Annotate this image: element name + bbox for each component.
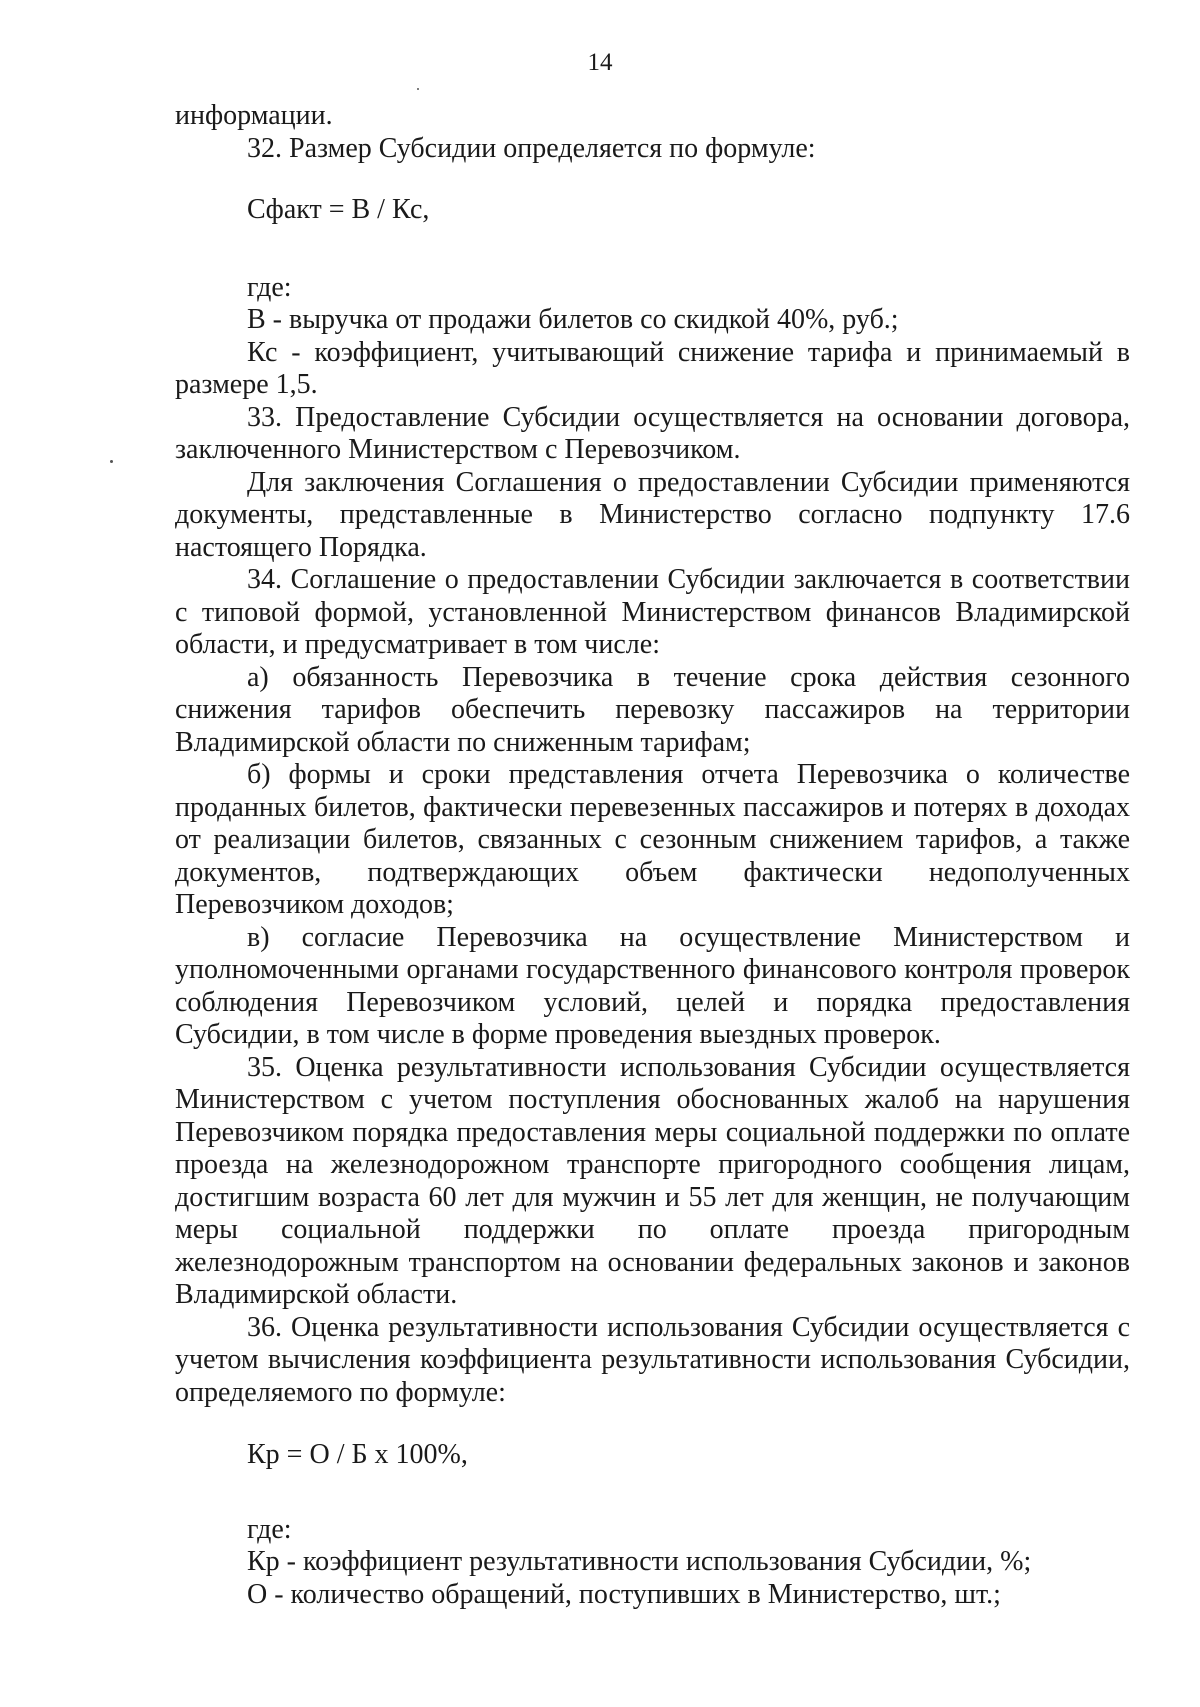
- page-number: 14: [587, 49, 613, 76]
- definition-o: О - количество обращений, поступивших в Министерство, шт.;: [247, 1578, 1001, 1610]
- where-label-1: где:: [247, 271, 292, 303]
- paragraph-36: 36. Оценка результативности использования Субсидии осуществляется с учетом вычисления коэффициента результативности использования Субсидии, определяемого по формуле:: [175, 1311, 1130, 1408]
- paragraph-33-documents: Для заключения Соглашения о предоставлении Субсидии применяются документы, представленные в Министерство согласно подпункту 17.6 настоящего Порядка.: [175, 466, 1130, 563]
- paragraph-34-b: б) формы и сроки представления отчета Перевозчика о количестве проданных билетов, фактически перевезенных пассажиров и потерях в доходах от реализации билетов, связанных с сезонным снижением тарифов, а также документов, подтверждающих объем фактически недополученных Перевозчиком доходов;: [175, 759, 1130, 920]
- formula-subsidy: Сфакт = В / Кс,: [247, 194, 430, 225]
- definition-kc: Кс - коэффициент, учитывающий снижение тарифа и принимаемый в размере 1,5.: [175, 336, 1130, 400]
- scan-speck: [417, 88, 419, 90]
- paragraph-34-a: а) обязанность Перевозчика в течение срока действия сезонного снижения тарифов обеспечить перевозку пассажиров на территории Владимирской области по сниженным тарифам;: [175, 661, 1130, 758]
- paragraph-34: 34. Соглашение о предоставлении Субсидии заключается в соответствии с типовой формой, установленной Министерством финансов Владимирской области, и предусматривает в том числе:: [175, 564, 1130, 660]
- where-label-2: где:: [247, 1513, 292, 1545]
- scan-speck: [110, 460, 113, 463]
- paragraph-continuation: информации.: [175, 100, 333, 131]
- document-body: [175, 100, 1130, 1611]
- definition-b: В - выручка от продажи билетов со скидкой 40%, руб.;: [247, 304, 899, 335]
- paragraph-32: 32. Размер Субсидии определяется по формуле:: [247, 132, 816, 164]
- paragraph-35: 35. Оценка результативности использования Субсидии осуществляется Министерством с учетом поступления обоснованных жалоб на нарушения Перевозчиком порядка предоставления меры социальной поддержки по оплате проезда на железнодорожном транспорте пригородного сообщения лицам, достигшим возраста 60 лет для мужчин и 55 лет для женщин, не получающим меры социальной поддержки по оплате проезда пригородным железнодорожным транспортом на основании федеральных законов и законов Владимирской области.: [175, 1051, 1130, 1310]
- paragraph-34-c: в) согласие Перевозчика на осуществление Министерством и уполномоченными органами государственного финансового контроля проверок соблюдения Перевозчиком условий, целей и порядка предоставления Субсидии, в том числе в форме проведения выездных проверок.: [175, 921, 1130, 1050]
- definition-kr: Кр - коэффициент результативности использования Субсидии, %;: [247, 1546, 1032, 1577]
- formula-effectiveness: Кр = О / Б х 100%,: [247, 1439, 468, 1470]
- paragraph-33: 33. Предоставление Субсидии осуществляется на основании договора, заключенного Министерством с Перевозчиком.: [175, 401, 1130, 465]
